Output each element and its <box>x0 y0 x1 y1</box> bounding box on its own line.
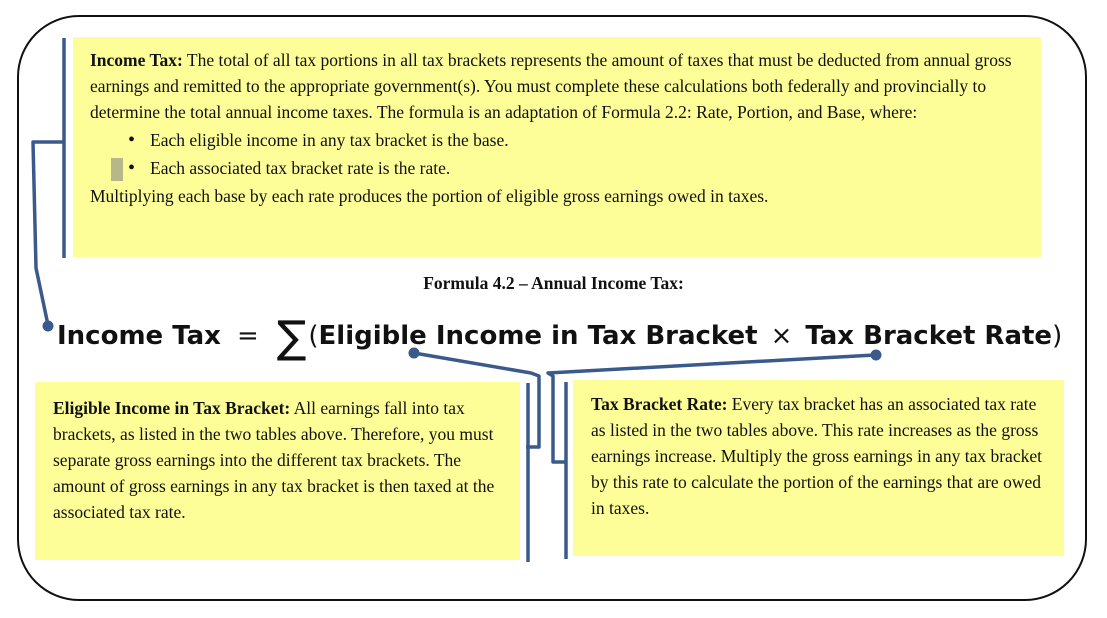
income-tax-closing: Multiplying each base by each rate produces the portion of eligible gross earnings owed in taxes. <box>90 186 769 206</box>
formula-close-paren: ) <box>1052 321 1063 351</box>
formula-times: × <box>770 321 793 351</box>
income-tax-note <box>73 37 1041 257</box>
eligible-income-note <box>35 382 520 560</box>
formula-open-paren: ( <box>308 321 319 351</box>
formula-term-tax-bracket-rate: Tax Bracket Rate <box>805 321 1053 351</box>
formula-term-eligible-income: Eligible Income in Tax Bracket <box>318 321 758 351</box>
bullet-base: • Each eligible income in any tax bracket is the base. <box>90 127 1029 153</box>
rate-portion-base-list <box>90 127 1029 181</box>
formula-lhs: Income Tax <box>57 321 221 351</box>
eligible-income-text: All earnings fall into tax brackets, as listed in the two tables above. Therefore, you must separate gross earnings into the different tax brackets. The amount of gross earnings in any tax bracket is then taxed at the associated tax rate. <box>53 398 495 522</box>
tax-bracket-rate-term: Tax Bracket Rate: <box>591 394 728 414</box>
highlight-mark <box>111 158 123 181</box>
income-tax-description <box>90 47 1029 125</box>
eligible-income-term: Eligible Income in Tax Bracket: <box>53 398 291 418</box>
income-tax-dot <box>43 321 54 332</box>
income-tax-text: The total of all tax portions in all tax brackets represents the amount of taxes that must be deducted from annual gross earnings and remitted to the appropriate government(s). You must complete these calculations both federally and provincially to determine the total annual income taxes. The formula is an adaptation of Formula 2.2: Rate, Portion, and Base, where: <box>90 50 1012 122</box>
bullet-rate-text: Each associated tax bracket rate is the rate. <box>150 158 451 178</box>
formula-equals: = <box>236 321 259 351</box>
income-tax-formula <box>57 312 1062 363</box>
income-tax-term: Income Tax: <box>90 50 183 70</box>
tax-bracket-rate-note <box>573 380 1064 556</box>
income-tax-leader <box>33 142 64 325</box>
tax-bracket-rate-text: Every tax bracket has an associated tax rate as listed in the two tables above. This rate increases as the gross earnings increase. Multiply the gross earnings in any tax bracket by this rate to calculate the portion of the earnings that are owed in taxes. <box>591 394 1042 518</box>
formula-title: Formula 4.2 – Annual Income Tax: <box>423 273 684 293</box>
bullet-rate <box>90 155 1029 181</box>
sigma-icon: ∑ <box>276 312 307 363</box>
